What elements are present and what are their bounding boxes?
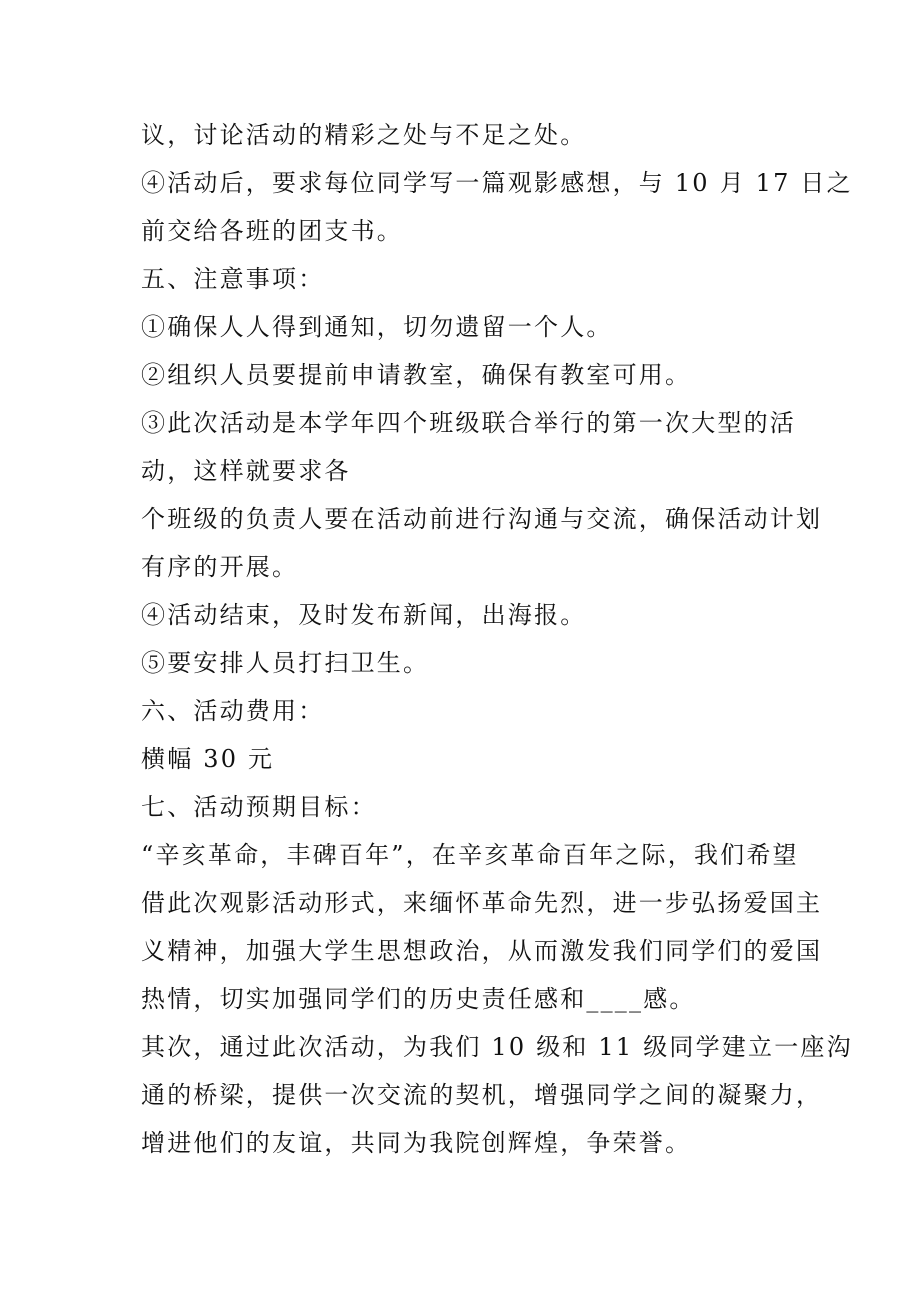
text-line: 其次，通过此次活动，为我们 10 级和 11 级同学建立一座沟 — [141, 1033, 853, 1061]
text-line: “辛亥革命，丰碑百年”，在辛亥革命百年之际，我们希望 — [141, 841, 799, 869]
text-line: ③此次活动是本学年四个班级联合举行的第一次大型的活 — [141, 409, 796, 437]
section-heading: 六、活动费用： — [141, 697, 325, 725]
text-line: 借此次观影活动形式，来缅怀革命先烈，进一步弘扬爱国主 — [141, 889, 823, 917]
text-line: 通的桥梁，提供一次交流的契机，增强同学之间的凝聚力， — [141, 1081, 823, 1109]
text-line: ①确保人人得到通知，切勿遗留一个人。 — [141, 313, 613, 341]
section-heading: 五、注意事项： — [141, 265, 325, 293]
text-line: 前交给各班的团支书。 — [141, 217, 403, 245]
text-line: 义精神，加强大学生思想政治，从而激发我们同学们的爱国 — [141, 937, 823, 965]
text-line: 热情，切实加强同学们的历史责任感和____感。 — [141, 985, 696, 1013]
text-line: ④活动结束，及时发布新闻，出海报。 — [141, 601, 587, 629]
text-line: 横幅 30 元 — [141, 745, 275, 773]
text-line: 有序的开展。 — [141, 553, 299, 581]
text-line: ④活动后，要求每位同学写一篇观影感想，与 10 月 17 日之 — [141, 169, 853, 197]
text-line: 增进他们的友谊，共同为我院创辉煌，争荣誉。 — [141, 1129, 692, 1157]
text-line: 动，这样就要求各 — [141, 457, 351, 485]
text-line: 个班级的负责人要在活动前进行沟通与交流，确保活动计划 — [141, 505, 823, 533]
document-body — [141, 111, 853, 1167]
text-line: ②组织人员要提前申请教室，确保有教室可用。 — [141, 361, 692, 389]
text-line: ⑤要安排人员打扫卫生。 — [141, 649, 430, 677]
text-line: 议，讨论活动的精彩之处与不足之处。 — [141, 121, 587, 149]
section-heading: 七、活动预期目标： — [141, 793, 377, 821]
